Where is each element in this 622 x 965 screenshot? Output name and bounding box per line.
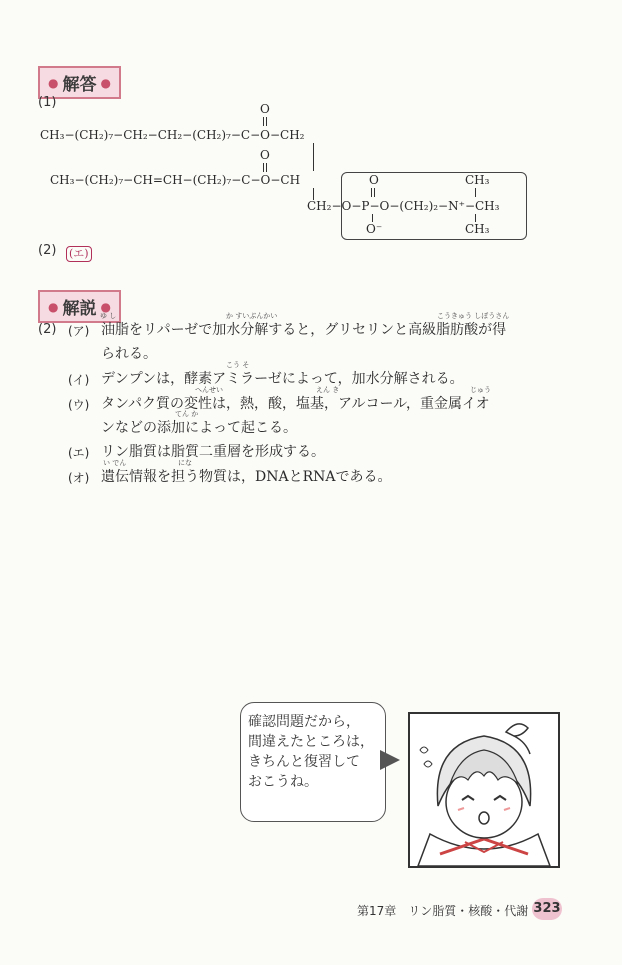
bubble-line-3: きちんと復習して bbox=[248, 754, 360, 770]
bubble-line-1: 確認問題だから， bbox=[248, 714, 360, 730]
item-mark-u: (ウ) bbox=[68, 398, 90, 412]
ruby-koukyuushibousan: こうきゅう しぼうさん bbox=[437, 312, 510, 320]
character-drawing bbox=[410, 714, 558, 866]
phosphate-oxygen-top: O bbox=[369, 173, 379, 187]
item-u-line-2: ンなどの添加によって起こる。 bbox=[101, 420, 297, 436]
ruby-kasuibunkai: か すいぶんかい bbox=[226, 312, 278, 320]
item-o-line-1: 遺伝情報を担う物質は，DNAとRNAである。 bbox=[101, 469, 392, 485]
explanation-heading-label: 解説 bbox=[62, 299, 97, 319]
bubble-line-2: 間違えたところは， bbox=[248, 734, 374, 750]
item-mark-a: (ア) bbox=[68, 324, 90, 338]
phosphate-double-bond bbox=[371, 188, 372, 197]
ruby-juu: じゅう bbox=[470, 386, 491, 394]
speech-bubble-tail bbox=[380, 750, 400, 770]
question-2-answer bbox=[66, 242, 92, 262]
structure-row-2: CH₃−(CH₂)₇−CH=CH−(CH₂)₇−C−O−CH bbox=[50, 173, 301, 187]
speech-bubble-text bbox=[248, 712, 380, 792]
structure-row-1: CH₃−(CH₂)₇−CH₂−CH₂−(CH₂)₇−C−O−CH₂ bbox=[40, 128, 305, 142]
question-2-label: (2) bbox=[38, 243, 57, 258]
question-1-label: (1) bbox=[38, 95, 57, 110]
bullet-dot-icon: ● bbox=[100, 75, 111, 90]
bubble-line-4: おこうね。 bbox=[248, 774, 318, 790]
carbonyl-oxygen-1: O bbox=[260, 102, 270, 116]
item-i-line-1: デンプンは，酵素アミラーゼによって，加水分解される。 bbox=[101, 371, 464, 387]
item-u-line-1: タンパク質の変性は，熱，酸，塩基，アルコール，重金属イオ bbox=[101, 396, 490, 412]
ruby-yushi: ゆ し bbox=[100, 312, 117, 320]
item-mark-o: (オ) bbox=[68, 471, 90, 485]
n-methyl-top: CH₃ bbox=[465, 173, 490, 187]
bullet-dot-icon: ● bbox=[100, 299, 111, 314]
double-bond-2 bbox=[263, 163, 264, 172]
phosphate-oxygen-bottom: O⁻ bbox=[366, 222, 383, 236]
double-bond-1 bbox=[263, 117, 264, 126]
item-mark-i: (イ) bbox=[68, 373, 90, 387]
ruby-tenka: てん か bbox=[175, 410, 199, 418]
double-bond-1 bbox=[266, 117, 267, 126]
n-bond-top bbox=[475, 188, 476, 197]
ruby-iden: い でん bbox=[103, 459, 127, 467]
explanation-part-label: (2) bbox=[38, 322, 57, 337]
ruby-kouso: こう そ bbox=[226, 361, 250, 369]
item-a-line-1: 油脂をリパーゼで加水分解すると，グリセリンと高級脂肪酸が得 bbox=[101, 322, 507, 338]
structure-row-3: CH₂−O−P−O−(CH₂)₂−N⁺−CH₃ bbox=[307, 199, 500, 213]
ruby-enki: えん き bbox=[316, 386, 340, 394]
bullet-dot-icon: ● bbox=[48, 299, 59, 314]
ruby-nina: にな bbox=[178, 459, 192, 467]
bullet-dot-icon: ● bbox=[48, 75, 59, 90]
double-bond-2 bbox=[266, 163, 267, 172]
answer-choice-e: (エ) bbox=[66, 246, 92, 262]
item-a-line-2: られる。 bbox=[101, 346, 157, 362]
carbonyl-oxygen-2: O bbox=[260, 148, 270, 162]
phosphate-double-bond bbox=[374, 188, 375, 197]
item-e-line-1: リン脂質は脂質二重層を形成する。 bbox=[101, 444, 325, 460]
answer-heading-label: 解答 bbox=[62, 75, 97, 95]
n-methyl-bottom: CH₃ bbox=[465, 222, 490, 236]
character-illustration bbox=[408, 712, 560, 868]
page-number: 323 bbox=[532, 898, 562, 920]
n-bond-bottom bbox=[475, 214, 476, 222]
chapter-title: 第17章 リン脂質・核酸・代謝 bbox=[357, 904, 529, 918]
ruby-hensei: へんせい bbox=[195, 386, 223, 394]
phosphate-bond-bottom bbox=[372, 214, 373, 222]
glycerol-bond-upper bbox=[313, 143, 314, 171]
item-mark-e: (エ) bbox=[68, 446, 90, 460]
